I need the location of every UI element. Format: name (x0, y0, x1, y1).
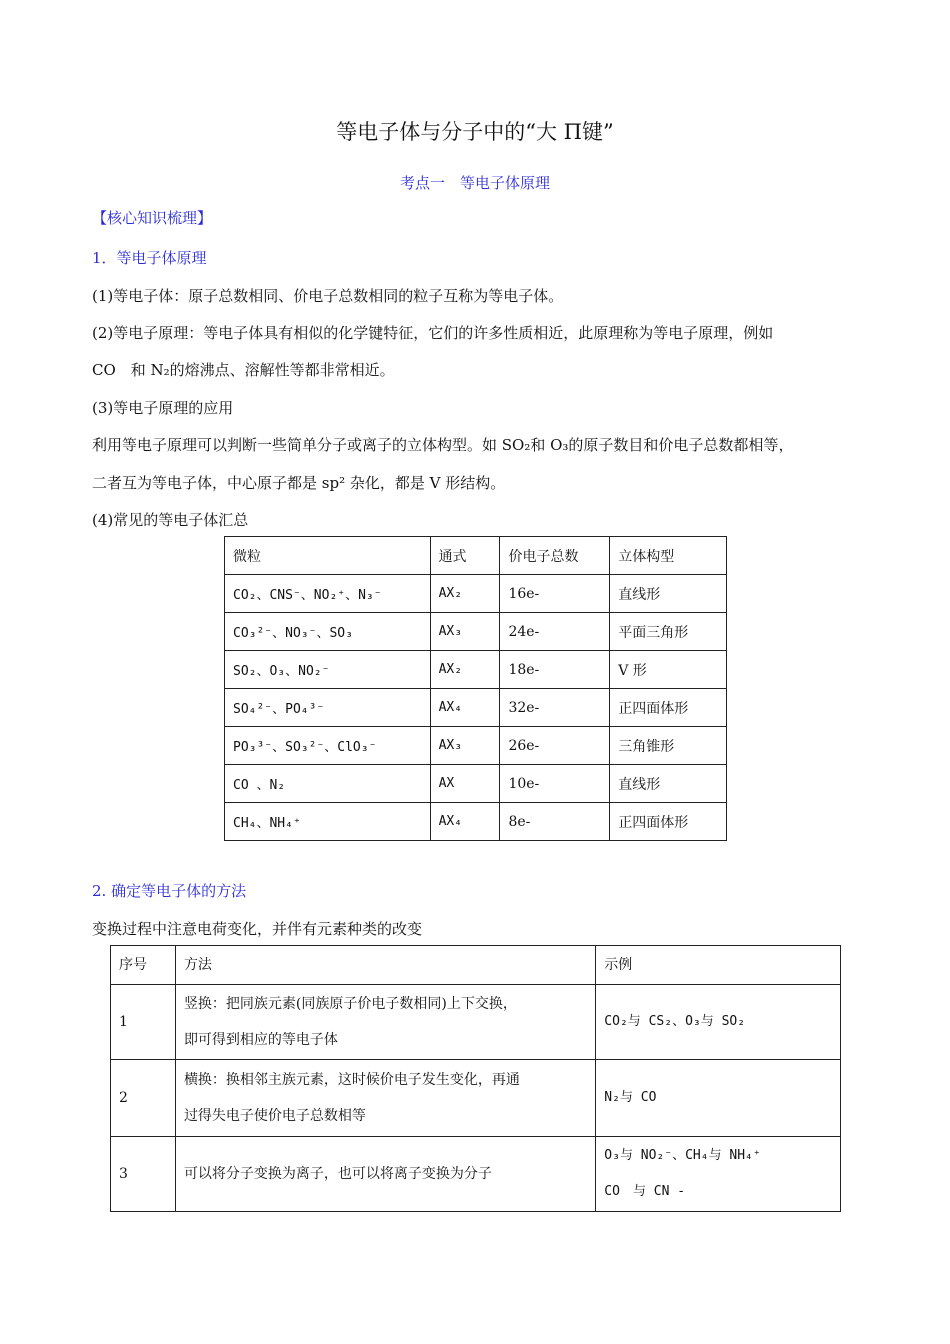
table-row (111, 1137, 841, 1212)
particle-cell: CO₂、CNS⁻、NO₂⁺、N₃⁻ (225, 575, 431, 613)
table-header-row (111, 946, 841, 985)
electron-count-cell: 32e- (500, 689, 610, 727)
table-row (225, 803, 727, 841)
header-cell: 示例 (596, 946, 841, 985)
header-cell: 立体构型 (610, 537, 727, 575)
section-heading: 考点一 等电子体原理 (399, 174, 550, 192)
geometry-cell: 三角锥形 (610, 727, 727, 765)
geometry-cell: 正四面体形 (610, 689, 727, 727)
formula-cell: AX₄ (430, 689, 500, 727)
paragraph-method-intro: 变换过程中注意电荷变化，并伴有元素种类的改变 (92, 920, 423, 938)
header-cell: 微粒 (225, 537, 431, 575)
number-cell: 3 (111, 1137, 176, 1212)
method-line: 过得失电子使价电子总数相等 (183, 1108, 366, 1124)
method-cell (175, 1137, 595, 1212)
example-line: O₃与 NO₂⁻、CH₄与 NH₄⁺ (604, 1148, 761, 1163)
electron-count-cell: 10e- (500, 765, 610, 803)
geometry-cell: V 形 (610, 651, 727, 689)
particle-cell: SO₄²⁻、PO₄³⁻ (225, 689, 431, 727)
electron-count-cell: 26e- (500, 727, 610, 765)
header-cell: 方法 (175, 946, 595, 985)
heading-2: 2. 确定等电子体的方法 (92, 882, 247, 900)
electron-count-cell: 16e- (500, 575, 610, 613)
table-row (225, 651, 727, 689)
paragraph-principle-line2: CO 和 N₂的熔沸点、溶解性等都非常相近。 (92, 361, 395, 379)
geometry-cell: 平面三角形 (610, 613, 727, 651)
table-row (225, 689, 727, 727)
isoelectronic-table (224, 536, 727, 841)
formula-cell: AX₄ (430, 803, 500, 841)
example-line: N₂与 CO (604, 1090, 657, 1105)
geometry-cell: 正四面体形 (610, 803, 727, 841)
particle-cell: PO₃³⁻、SO₃²⁻、ClO₃⁻ (225, 727, 431, 765)
table-row (111, 985, 841, 1060)
example-line: CO 与 CN - (604, 1184, 686, 1199)
particle-cell: CO 、N₂ (225, 765, 431, 803)
electron-count-cell: 24e- (500, 613, 610, 651)
number-cell: 1 (111, 985, 176, 1060)
number-cell: 2 (111, 1060, 176, 1137)
formula-cell: AX₂ (430, 651, 500, 689)
formula-cell: AX₂ (430, 575, 500, 613)
formula-cell: AX₃ (430, 613, 500, 651)
header-cell: 序号 (111, 946, 176, 985)
electron-count-cell: 18e- (500, 651, 610, 689)
method-cell (175, 1060, 595, 1137)
method-line: 即可得到相应的等电子体 (183, 1032, 338, 1048)
header-cell: 价电子总数 (500, 537, 610, 575)
example-cell (596, 1137, 841, 1212)
table-row (225, 765, 727, 803)
table-row (225, 613, 727, 651)
formula-cell: AX₃ (430, 727, 500, 765)
table-row (225, 727, 727, 765)
section-tag: 【核心知识梳理】 (92, 209, 213, 227)
paragraph-definition: (1)等电子体：原子总数相同、价电子总数相同的粒子互称为等电子体。 (92, 287, 564, 305)
method-line: 可以将分子变换为离子，也可以将离子变换为分子 (183, 1166, 492, 1182)
table-row (111, 1060, 841, 1137)
method-line: 横换：换相邻主族元素，这时候价电子发生变化，再通 (183, 1072, 520, 1088)
paragraph-application-heading: (3)等电子原理的应用 (92, 399, 234, 417)
example-line: CO₂与 CS₂、O₃与 SO₂ (604, 1014, 746, 1029)
example-cell (596, 985, 841, 1060)
example-cell (596, 1060, 841, 1137)
paragraph-application-line1: 利用等电子原理可以判断一些简单分子或离子的立体构型。如 SO₂和 O₃的原子数目和价电子总数都相等， (92, 436, 794, 454)
paragraph-application-line2: 二者互为等电子体，中心原子都是 sp² 杂化，都是 V 形结构。 (92, 474, 506, 492)
table-header-row (225, 537, 727, 575)
method-cell (175, 985, 595, 1060)
header-cell: 通式 (430, 537, 500, 575)
paragraph-principle-line1: (2)等电子原理：等电子体具有相似的化学键特征，它们的许多性质相近，此原理称为等电子原理，例如 (92, 324, 774, 342)
paragraph-summary-heading: (4)常见的等电子体汇总 (92, 511, 249, 529)
particle-cell: CH₄、NH₄⁺ (225, 803, 431, 841)
formula-cell: AX (430, 765, 500, 803)
geometry-cell: 直线形 (610, 765, 727, 803)
page-title: 等电子体与分子中的“大 Π键” (336, 120, 614, 144)
table-row (225, 575, 727, 613)
electron-count-cell: 8e- (500, 803, 610, 841)
geometry-cell: 直线形 (610, 575, 727, 613)
particle-cell: CO₃²⁻、NO₃⁻、SO₃ (225, 613, 431, 651)
particle-cell: SO₂、O₃、NO₂⁻ (225, 651, 431, 689)
method-line: 竖换：把同族元素(同族原子价电子数相同)上下交换， (183, 996, 517, 1012)
methods-table (110, 945, 841, 1212)
heading-1: 1．等电子体原理 (92, 249, 207, 267)
